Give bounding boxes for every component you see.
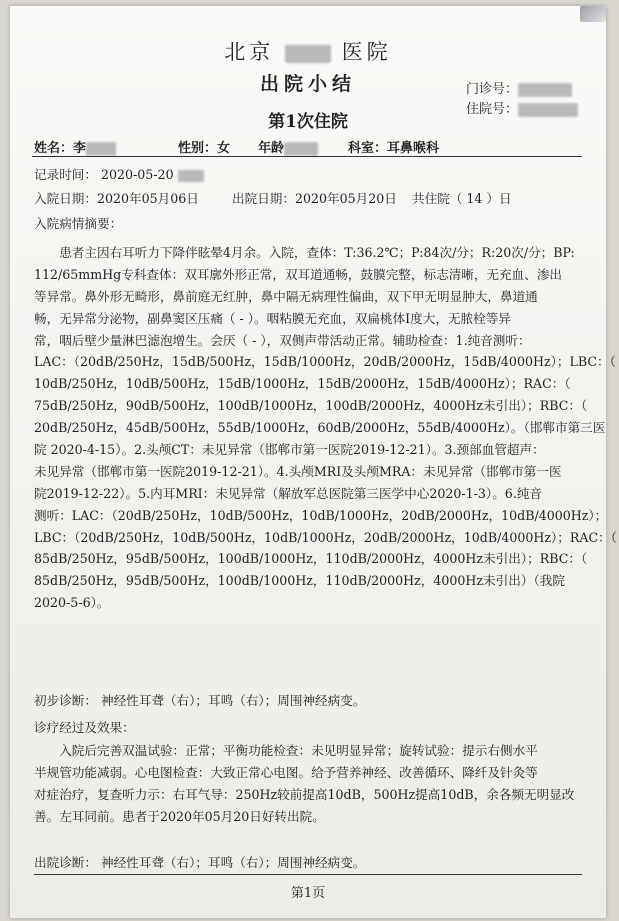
summary-line: 畅，无异常分泌物，副鼻窦区压痛（ - ）。咽粘膜无充血，双扁桃体I度大，无脓栓等异: [34, 310, 511, 326]
summary-line: 测听：LAC：（20dB/250Hz，10dB/500Hz，10dB/1000Hz，20dB/2000Hz，10dB/4000Hz）；: [34, 507, 608, 523]
hospital-name-suffix: 医院: [341, 40, 392, 64]
summary-line: 75dB/250Hz，90dB/500Hz，100dB/1000Hz，100dB/2000Hz，4000Hz未引出）；RBC：（: [34, 398, 588, 414]
footer-divider: [34, 874, 582, 875]
stay-days: 共住院（ 14 ）日: [412, 191, 512, 206]
summary-line: 85dB/250Hz，95dB/500Hz，100dB/1000Hz，110dB/2000Hz，4000Hz未引出）（我院: [34, 573, 565, 589]
summary-line: 未见异常（邯郸市第一医院2019-12-21）。4.头颅MRI及头颅MRA：未见异常（邯郸市第一医: [34, 463, 562, 479]
visit-title: 第1次住院: [268, 112, 348, 132]
treatment-line: 善。左耳同前。患者于2020年05月20日好转出院。: [34, 808, 325, 824]
treatment-heading: 诊疗经过及效果：: [34, 720, 135, 735]
summary-line: 患者主因右耳听力下降伴眩晕4月余。入院，查体：T:36.2℃；P:84次/分；R:20次/分；BP:: [34, 245, 575, 260]
summary-line: LBC：（20dB/250Hz，10dB/500Hz，10dB/1000Hz，20dB/2000Hz，10dB/4000Hz）；RAC：（: [34, 529, 617, 545]
redacted-hospital: [285, 45, 331, 63]
patient-gender: 性别：女: [178, 141, 231, 156]
admission-date: 入院日期：2020年05月06日: [34, 191, 199, 206]
discharge-summary-page: [10, 6, 617, 918]
summary-line: 院 2020-4-15）。2.头颅CT：未见异常（邯郸市第一医院2019-12-21）。3.颈部血管超声：: [34, 442, 545, 458]
summary-line: 等异常。鼻外形无畸形，鼻前庭无红肿，鼻中隔无病理性偏曲，双下甲无明显肿大，鼻道通: [34, 288, 538, 304]
redacted-name: [86, 142, 116, 156]
redacted-time: [178, 170, 204, 182]
discharge-date: 出院日期：2020年05月20日: [232, 191, 397, 206]
outpatient-no: [466, 78, 572, 97]
record-time-text: 记录时间： 2020-05-20: [34, 167, 174, 182]
treatment-line: 入院后完善双温试验：正常；平衡功能检查：未见明显异常；旋转试验：提示右侧水平: [34, 743, 538, 758]
summary-line: LAC：（20dB/250Hz，15dB/500Hz，15dB/1000Hz，20dB/2000Hz，15dB/4000Hz）；LBC：（: [34, 354, 616, 370]
summary-line: 常，咽后壁少量淋巴滤泡增生。会厌（ - ），双侧声带活动正常。辅助检查：1.纯音测听：: [34, 332, 531, 348]
patient-department: 科室：耳鼻喉科: [348, 141, 440, 156]
redacted-age: [284, 142, 318, 156]
patient-name-label: 姓名：李: [34, 141, 87, 156]
page-number: 第1页: [290, 886, 326, 901]
treatment-line: 半规管功能减弱。心电图检查：大致正常心电图。给予营养神经、改善循环、降纤及针灸等: [34, 764, 538, 780]
redacted-outpatient-no: [518, 83, 572, 97]
document-title: 出院小结: [259, 73, 356, 95]
paper-clip: [580, 6, 606, 22]
summary-line: 20dB/250Hz，45dB/500Hz，55dB/1000Hz，60dB/2000Hz，55dB/4000Hz）。（邯郸市第三医: [34, 420, 606, 436]
header-divider: [32, 156, 582, 157]
outpatient-no-label: 门诊号：: [466, 82, 519, 97]
patient-age: [258, 137, 318, 156]
hospital-name-prefix: 北京: [224, 40, 275, 64]
initial-diagnosis: 初步诊断： 神经性耳聋（右）；耳鸣（右）；周围神经病变。: [34, 693, 366, 708]
treatment-line: 对症治疗，复查听力示：右耳气导：250Hz较前提高10dB，500Hz提高10dB，余各频无明显改: [34, 786, 575, 802]
summary-line: 10dB/250Hz，10dB/500Hz，15dB/1000Hz，15dB/2000Hz，15dB/4000Hz）；RAC：（: [34, 376, 571, 392]
inpatient-no-label: 住院号：: [466, 102, 519, 117]
summary-body: [34, 242, 617, 614]
hospital-name: [10, 36, 606, 66]
summary-line: 112/65mmHg专科查体：双耳廓外形正常，双耳道通畅，鼓膜完整，标志清晰，无充血、渗出: [34, 266, 563, 282]
summary-line: 2020-5-6）。: [34, 595, 110, 611]
discharge-diagnosis: 出院诊断： 神经性耳聋（右）；耳鸣（右）；周围神经病变。: [34, 855, 366, 870]
admission-summary-heading: 入院病情摘要：: [34, 216, 123, 231]
treatment-body: [34, 740, 606, 828]
patient-name: [34, 137, 116, 156]
record-time: [34, 164, 204, 183]
summary-line: 院2019-12-22）。5.内耳MRI：未见异常（解放军总医院第三医学中心2020-1-3）。6.纯音: [34, 485, 543, 501]
patient-age-label: 年龄: [258, 141, 285, 156]
summary-line: 85dB/250Hz，95dB/500Hz，100dB/1000Hz，110dB/2000Hz，4000Hz未引出）；RBC：（: [34, 551, 588, 567]
